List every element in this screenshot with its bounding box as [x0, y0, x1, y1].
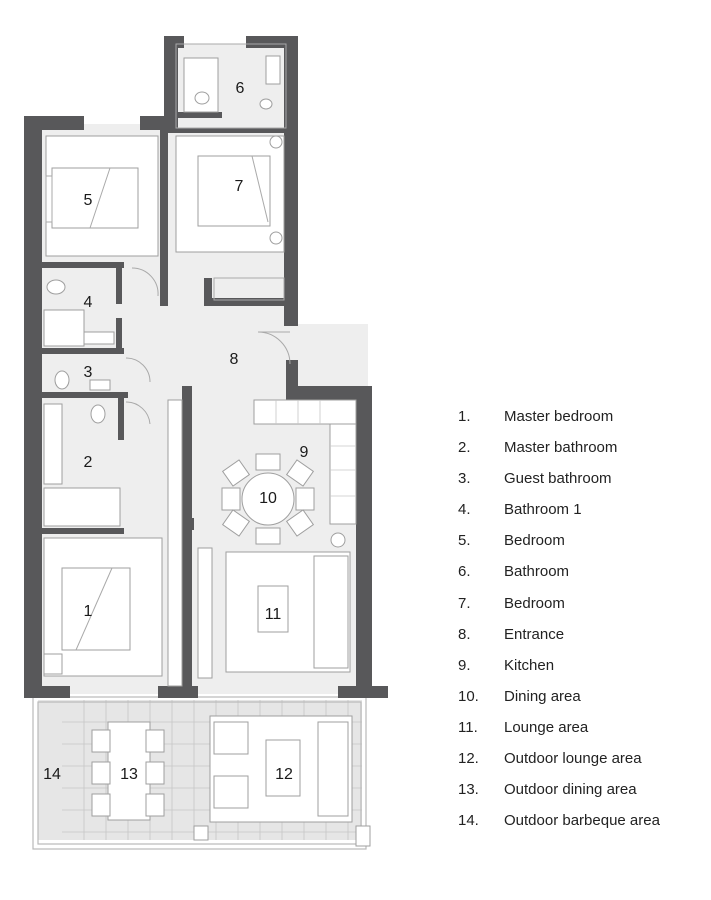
room-label-4: 4 — [83, 294, 93, 311]
legend-number: 7. — [458, 594, 471, 612]
room-label-14: 14 — [43, 766, 61, 783]
room-legend — [458, 406, 660, 841]
legend-item — [458, 530, 660, 561]
legend-item — [458, 468, 660, 499]
room-label-3: 3 — [83, 364, 93, 381]
legend-label: Bathroom 1 — [504, 501, 582, 519]
legend-label: Bedroom — [504, 594, 565, 612]
legend-label: Outdoor dining area — [504, 781, 637, 799]
legend-label: Lounge area — [504, 718, 589, 736]
legend-item — [458, 810, 660, 841]
legend-item — [458, 655, 660, 686]
legend-number: 5. — [458, 532, 471, 550]
room-label-7: 7 — [234, 178, 244, 195]
room-label-10: 10 — [259, 490, 277, 507]
legend-number: 8. — [458, 625, 471, 643]
room-label-1: 1 — [83, 603, 93, 620]
legend-number: 14. — [458, 812, 479, 830]
room-label-6: 6 — [235, 80, 245, 97]
legend-item — [458, 624, 660, 655]
legend-number: 6. — [458, 563, 471, 581]
legend-label: Guest bathroom — [504, 470, 612, 488]
legend-item — [458, 593, 660, 624]
legend-label: Outdoor barbeque area — [504, 812, 660, 830]
legend-item — [458, 499, 660, 530]
legend-number: 2. — [458, 439, 471, 457]
legend-item — [458, 437, 660, 468]
legend-label: Kitchen — [504, 656, 555, 674]
legend-label: Bedroom — [504, 532, 565, 550]
legend-item — [458, 748, 660, 779]
legend-item — [458, 406, 660, 437]
legend-item — [458, 686, 660, 717]
legend-number: 1. — [458, 408, 471, 425]
legend-number: 11. — [458, 718, 478, 736]
room-label-13: 13 — [120, 766, 138, 783]
legend-label: Entrance — [504, 625, 565, 643]
legend-item — [458, 561, 660, 592]
legend-number: 4. — [458, 501, 471, 519]
legend-number: 3. — [458, 470, 471, 488]
legend-label: Master bathroom — [504, 439, 618, 457]
room-label-2: 2 — [83, 454, 93, 471]
legend-number: 12. — [458, 750, 479, 768]
legend-number: 13. — [458, 781, 479, 799]
room-label-9: 9 — [299, 444, 309, 461]
bedroom-5-furniture — [46, 136, 158, 256]
room-label-12: 12 — [275, 766, 293, 783]
legend-label: Dining area — [504, 687, 581, 705]
legend-label: Bathroom — [504, 563, 570, 581]
legend-number: 10. — [458, 687, 479, 705]
legend-label: Outdoor lounge area — [504, 750, 642, 768]
room-label-8: 8 — [229, 351, 239, 368]
room-label-5: 5 — [83, 192, 93, 209]
legend-label: Master bedroom — [504, 408, 614, 425]
legend-item — [458, 779, 660, 810]
legend-number: 9. — [458, 656, 471, 674]
room-label-11: 11 — [264, 606, 282, 623]
legend-item — [458, 717, 660, 748]
